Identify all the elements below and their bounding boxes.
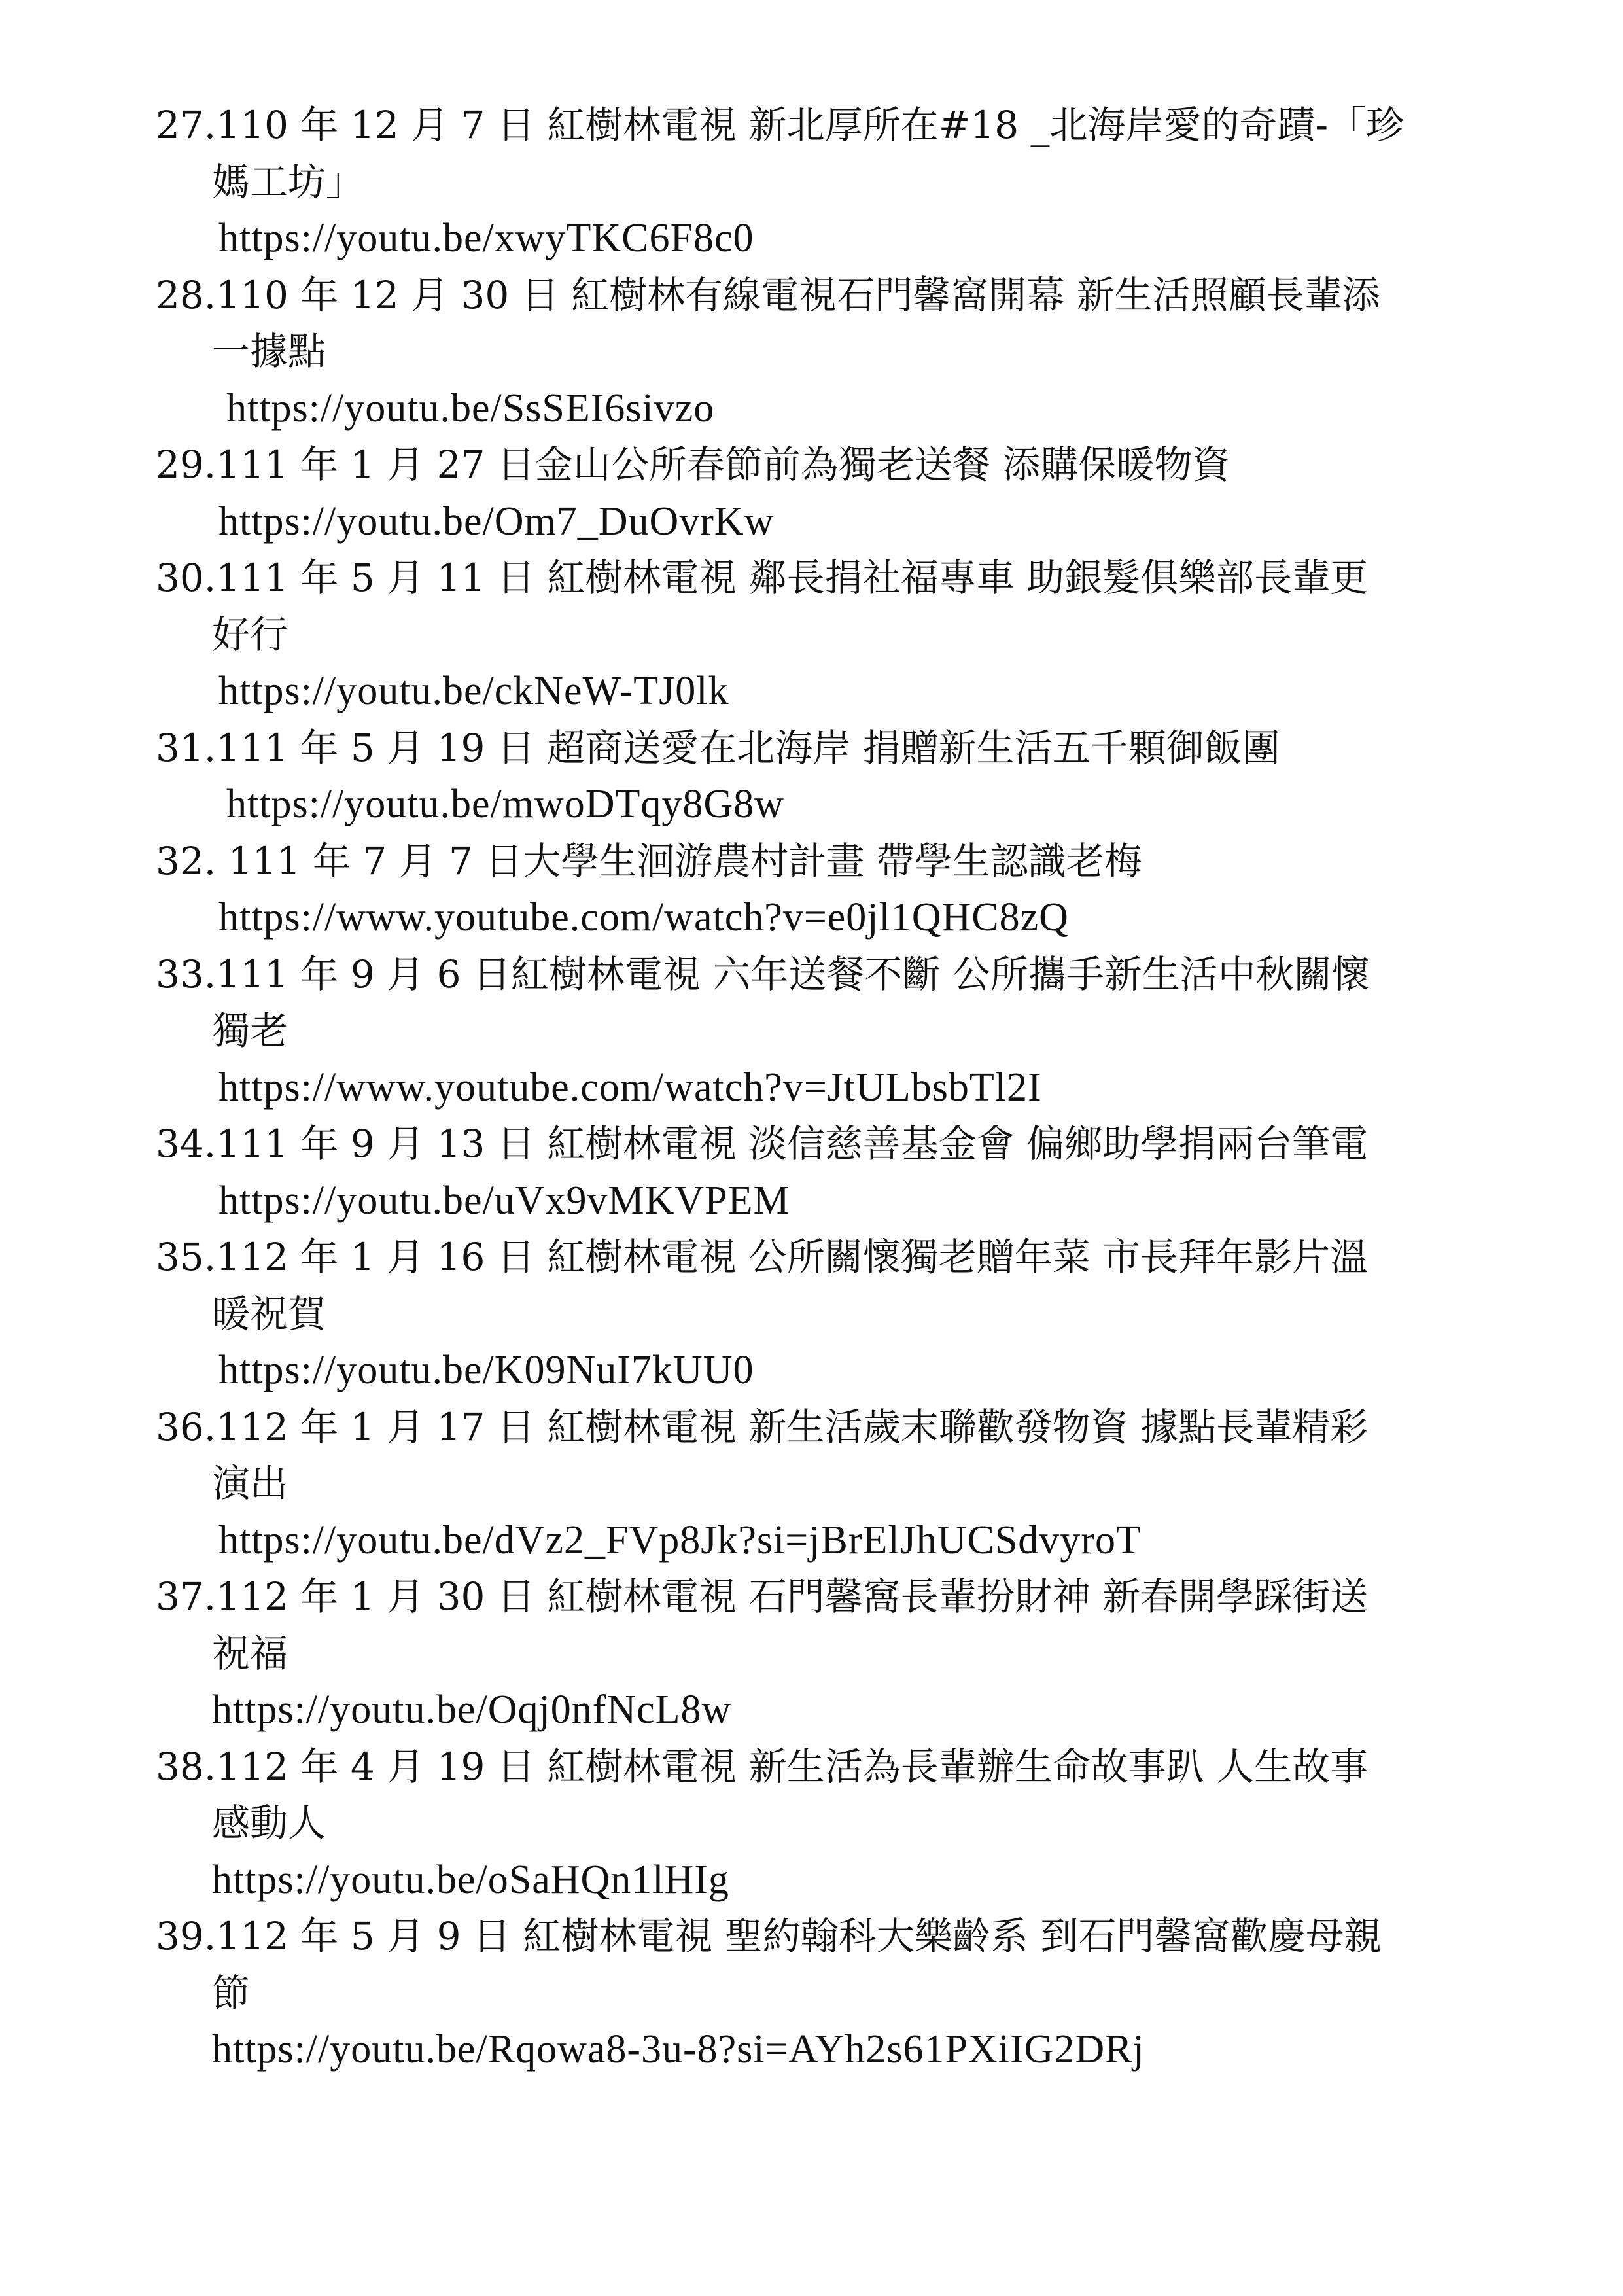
entry-title-continuation: 一據點 — [212, 329, 326, 374]
entry-url-link[interactable]: https://www.youtube.com/watch?v=JtULbsbTl2I — [218, 1065, 1042, 1110]
entry-title-continuation: 節 — [212, 1970, 251, 2015]
entry-title-continuation: 感動人 — [212, 1801, 326, 1845]
entry-url-link[interactable]: https://youtu.be/Rqowa8-3u-8?si=AYh2s61PXiIG2DRj — [212, 2027, 1145, 2072]
entry-title: 27.110 年 12 月 7 日 紅樹林電視 新北厚所在#18 _北海岸愛的奇蹟-「珍 — [156, 103, 1405, 147]
entry-url-link[interactable]: https://youtu.be/oSaHQn1lHIg — [212, 1857, 729, 1902]
entry-title-continuation: 獨老 — [212, 1008, 288, 1053]
list-item — [156, 946, 1549, 1116]
entry-url-link[interactable]: https://youtu.be/mwoDTqy8G8w — [226, 782, 784, 826]
entry-title: 30.111 年 5 月 11 日 紅樹林電視 鄰長捐社福專車 助銀髮俱樂部長輩更 — [156, 556, 1369, 600]
entry-title: 34.111 年 9 月 13 日 紅樹林電視 淡信慈善基金會 偏鄉助學捐兩台筆電 — [156, 1122, 1369, 1166]
list-item — [156, 436, 1549, 550]
list-item — [156, 1739, 1549, 1909]
entry-title: 33.111 年 9 月 6 日紅樹林電視 六年送餐不斷 公所攜手新生活中秋關懷 — [156, 951, 1370, 997]
list-item — [156, 97, 1549, 267]
list-item — [156, 833, 1549, 946]
list-item — [156, 1399, 1549, 1569]
entry-title-continuation: 演出 — [212, 1461, 288, 1506]
entry-title-continuation: 暖祝賀 — [212, 1291, 326, 1336]
entry-title: 38.112 年 4 月 19 日 紅樹林電視 新生活為長輩辦生命故事趴 人生故事 — [156, 1744, 1369, 1789]
entry-title: 28.110 年 12 月 30 日 紅樹林有線電視石門馨窩開幕 新生活照顧長輩添 — [156, 272, 1380, 317]
entry-title: 32. 111 年 7 月 7 日大學生洄游農村計畫 帶學生認識老梅 — [156, 838, 1142, 883]
entry-url-link[interactable]: https://youtu.be/Om7_DuOvrKw — [218, 499, 775, 544]
entry-title: 37.112 年 1 月 30 日 紅樹林電視 石門馨窩長輩扮財神 新春開學踩街送 — [156, 1574, 1369, 1619]
entry-url-link[interactable]: https://youtu.be/xwyTKC6F8c0 — [218, 216, 754, 260]
entry-title-continuation: 祝福 — [212, 1631, 288, 1676]
entry-url-link[interactable]: https://youtu.be/SsSEI6sivzo — [226, 385, 715, 431]
entry-title-continuation: 好行 — [212, 612, 288, 657]
entry-url-link[interactable]: https://youtu.be/dVz2_FVp8Jk?si=jBrElJhUCSdvyroT — [218, 1517, 1142, 1563]
entry-url-link[interactable]: https://youtu.be/K09NuI7kUU0 — [218, 1348, 754, 1392]
entry-title: 31.111 年 5 月 19 日 超商送愛在北海岸 捐贈新生活五千顆御飯團 — [156, 725, 1280, 770]
entry-url-link[interactable]: https://youtu.be/ckNeW-TJ0lk — [218, 669, 729, 713]
entry-url-link[interactable]: https://www.youtube.com/watch?v=e0jl1QHC8zQ — [218, 895, 1069, 940]
entry-title: 29.111 年 1 月 27 日金山公所春節前為獨老送餐 添購保暖物資 — [156, 442, 1230, 487]
list-item — [156, 267, 1549, 437]
list-item — [156, 1116, 1549, 1229]
entry-url-link[interactable]: https://youtu.be/Oqj0nfNcL8w — [212, 1687, 732, 1732]
entry-title: 35.112 年 1 月 16 日 紅樹林電視 公所關懷獨老贈年菜 市長拜年影片溫 — [156, 1235, 1369, 1279]
video-link-list — [156, 97, 1549, 2078]
entry-title: 39.112 年 5 月 9 日 紅樹林電視 聖約翰科大樂齡系 到石門馨窩歡慶母親 — [156, 1914, 1382, 1958]
list-item — [156, 720, 1549, 833]
list-item — [156, 1908, 1549, 2078]
entry-title: 36.112 年 1 月 17 日 紅樹林電視 新生活歲末聯歡發物資 據點長輩精彩 — [156, 1404, 1369, 1449]
entry-title-continuation: 媽工坊」 — [212, 159, 364, 204]
list-item — [156, 550, 1549, 720]
entry-url-link[interactable]: https://youtu.be/uVx9vMKVPEM — [218, 1178, 790, 1223]
list-item — [156, 1568, 1549, 1739]
list-item — [156, 1229, 1549, 1399]
